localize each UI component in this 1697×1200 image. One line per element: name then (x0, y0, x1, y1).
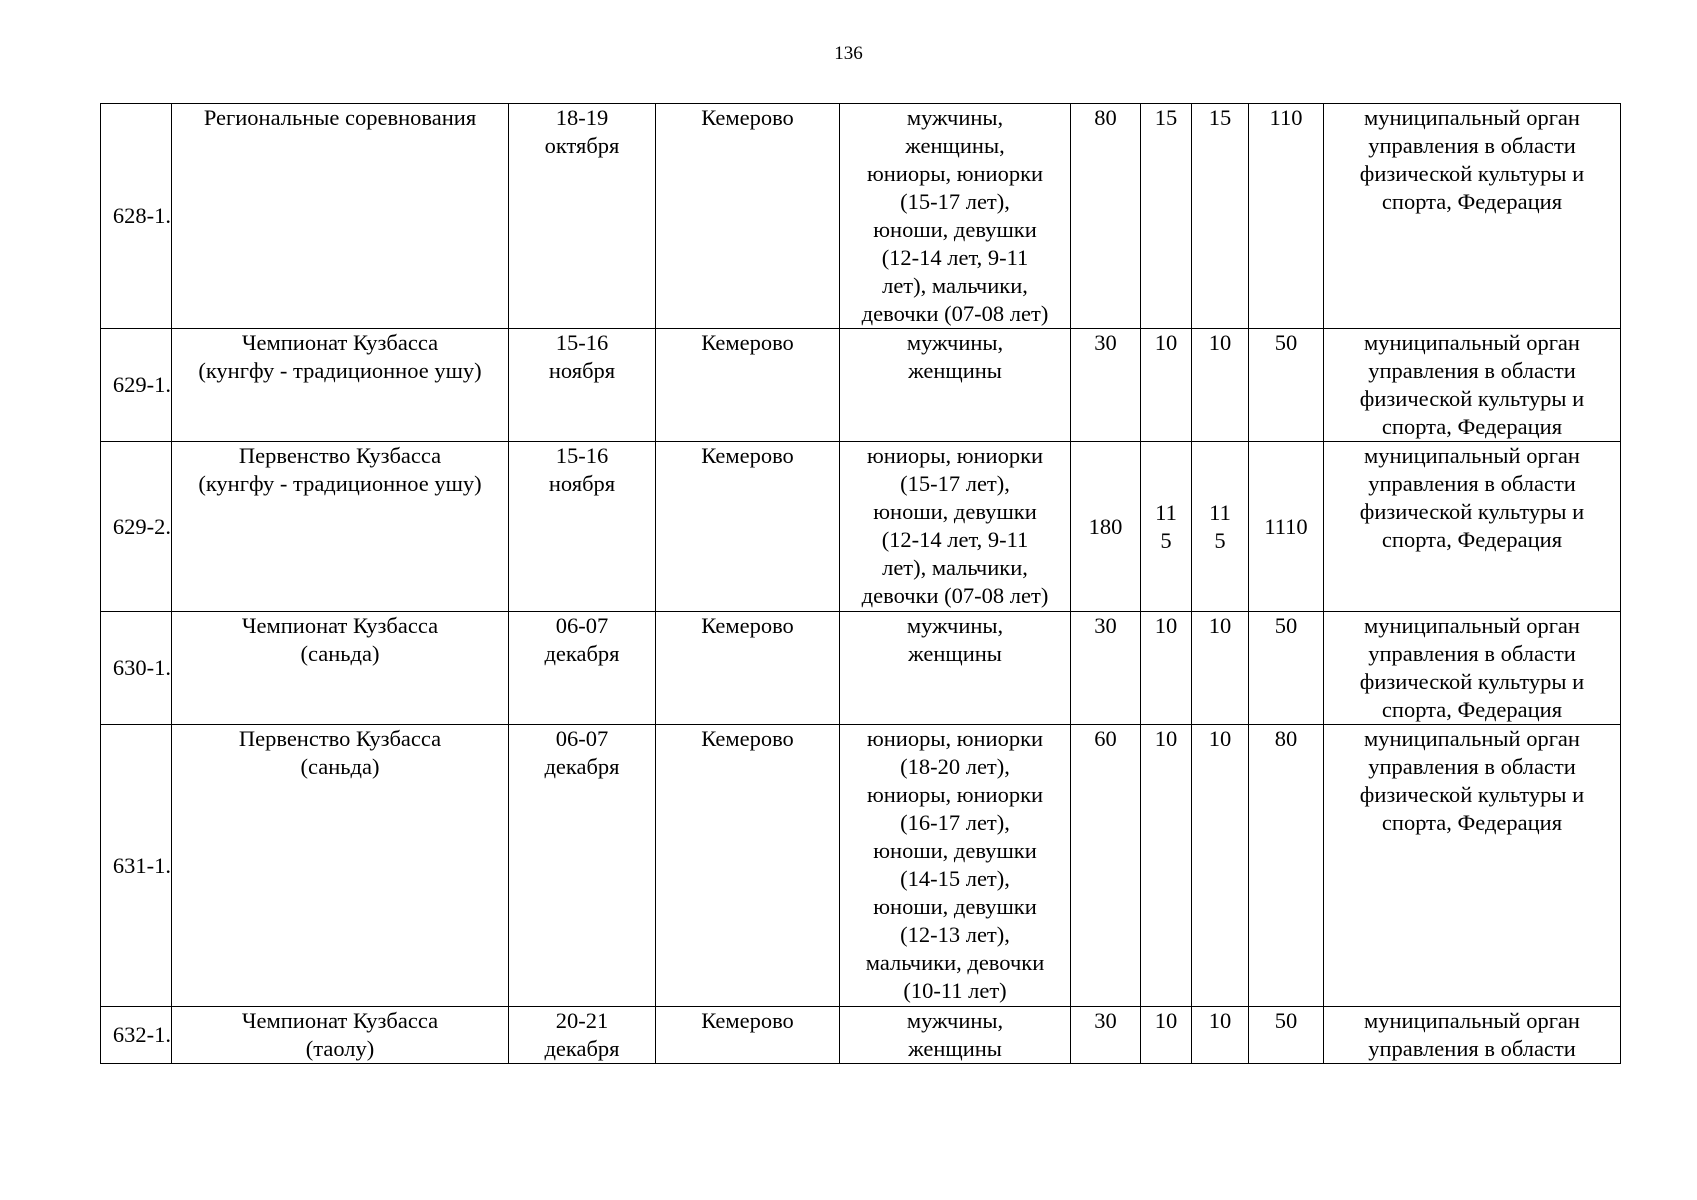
cell-line: муниципальный орган (1364, 726, 1580, 751)
cell-line: юниоры, юниорки (866, 443, 1044, 468)
cell-line: физической культуры и (1359, 386, 1585, 411)
cell-line: 11 (1209, 499, 1231, 525)
cell-line: юниоры, юниорки (866, 726, 1044, 751)
cell-line: девочки (07-08 лет) (861, 583, 1049, 608)
row-number-cell: 630-1. (101, 612, 172, 725)
cell-line: (15-17 лет), (900, 471, 1010, 496)
cell-line: управления в области (1368, 471, 1576, 496)
cell-line: 18-19 (555, 105, 609, 130)
cell-line: 15-16 (555, 443, 609, 468)
cell-line: (саньда) (300, 641, 380, 666)
count-athletes-cell (1071, 1007, 1141, 1064)
page-number: 136 (834, 43, 863, 64)
cell-line: 10 (1154, 330, 1178, 355)
event-place-cell: Кемерово (656, 329, 840, 442)
count-total-cell (1249, 442, 1324, 612)
cell-line: Чемпионат Кузбасса (241, 613, 439, 638)
cell-line: Первенство Кузбасса (238, 443, 442, 468)
participants-cell (840, 725, 1071, 1007)
cell-line: муниципальный орган (1364, 105, 1580, 130)
organizer-cell (1324, 104, 1621, 329)
cell-line: (15-17 лет), (900, 189, 1010, 214)
event-place-cell: Кемерово (656, 104, 840, 329)
cell-line: (10-11 лет) (903, 978, 1007, 1003)
cell-line: декабря (544, 754, 620, 779)
table-row (101, 1007, 1621, 1064)
cell-line: 110 (1269, 105, 1303, 130)
table-row (101, 612, 1621, 725)
event-dates-cell (509, 612, 656, 725)
cell-line: управления в области (1368, 358, 1576, 383)
cell-line: муниципальный орган (1364, 330, 1580, 355)
cell-line: женщины (908, 358, 1002, 383)
cell-line: 30 (1094, 330, 1117, 355)
cell-line: (12-14 лет, 9-11 (881, 527, 1029, 552)
cell-line: (12-13 лет), (900, 922, 1010, 947)
count-total-cell (1249, 104, 1324, 329)
cell-line: (саньда) (300, 754, 380, 779)
row-number-cell: 628-1. (101, 104, 172, 329)
cell-line: женщины, (905, 133, 1005, 158)
cell-line: октября (544, 133, 620, 158)
organizer-cell (1324, 329, 1621, 442)
event-name-cell (172, 104, 509, 329)
cell-line: мальчики, девочки (865, 950, 1045, 975)
count-coaches-cell (1141, 104, 1192, 329)
cell-line: юниоры, юниорки (866, 161, 1044, 186)
event-name-cell (172, 442, 509, 612)
cell-line: мужчины, (906, 1008, 1004, 1033)
cell-line: Чемпионат Кузбасса (241, 330, 439, 355)
cell-line: физической культуры и (1359, 161, 1585, 186)
count-coaches-cell (1141, 1007, 1192, 1064)
count-total-cell (1249, 725, 1324, 1007)
cell-line: 80 (1274, 726, 1298, 751)
cell-line: 50 (1274, 330, 1298, 355)
count-judges-cell (1192, 612, 1249, 725)
cell-line: муниципальный орган (1364, 613, 1580, 638)
count-athletes-cell (1071, 612, 1141, 725)
cell-line: (16-17 лет), (900, 810, 1010, 835)
cell-line: 06-07 (555, 613, 609, 638)
cell-line: управления в области (1368, 754, 1576, 779)
cell-line: лет), мальчики, (882, 555, 1028, 580)
cell-line: юноши, девушки (873, 499, 1037, 524)
participants-cell (840, 1007, 1071, 1064)
row-number-cell: 629-2. (101, 442, 172, 612)
cell-line: муниципальный орган (1364, 1008, 1580, 1033)
cell-line: девочки (07-08 лет) (861, 301, 1049, 326)
cell-line: 5 (1214, 527, 1226, 553)
cell-line: 5 (1160, 527, 1172, 553)
cell-line: 10 (1208, 726, 1232, 751)
participants-cell (840, 442, 1071, 612)
cell-line: 20-21 (555, 1008, 609, 1033)
organizer-cell (1324, 1007, 1621, 1064)
cell-line: Первенство Кузбасса (238, 726, 442, 751)
count-judges-cell (1192, 725, 1249, 1007)
event-dates-cell (509, 329, 656, 442)
cell-line: ноября (548, 358, 616, 383)
count-coaches-cell (1141, 725, 1192, 1007)
cell-line: мужчины, (906, 613, 1004, 638)
event-name-cell (172, 725, 509, 1007)
count-coaches-cell (1141, 442, 1192, 612)
event-place-cell: Кемерово (656, 442, 840, 612)
count-total-cell (1249, 1007, 1324, 1064)
row-number-cell: 632-1. (101, 1007, 172, 1064)
cell-line: 10 (1154, 1008, 1178, 1033)
events-table (100, 103, 1621, 1064)
cell-line: Чемпионат Кузбасса (241, 1008, 439, 1033)
cell-line: спорта, Федерация (1381, 527, 1563, 552)
count-total-cell (1249, 612, 1324, 725)
count-coaches-cell (1141, 612, 1192, 725)
table-row (101, 104, 1621, 329)
cell-line: спорта, Федерация (1381, 189, 1563, 214)
cell-line: (таолу) (305, 1036, 375, 1061)
cell-line: юноши, девушки (873, 217, 1037, 242)
count-athletes-cell (1071, 442, 1141, 612)
count-coaches-cell (1141, 329, 1192, 442)
event-place-cell: Кемерово (656, 612, 840, 725)
cell-line: 80 (1094, 105, 1117, 130)
cell-line: 10 (1154, 726, 1178, 751)
count-athletes-cell (1071, 104, 1141, 329)
cell-line: 10 (1208, 613, 1232, 638)
table-row (101, 329, 1621, 442)
cell-line: 30 (1094, 613, 1117, 638)
cell-line: юноши, девушки (873, 838, 1037, 863)
cell-line: декабря (544, 641, 620, 666)
cell-line: лет), мальчики, (882, 273, 1028, 298)
cell-line: управления в области (1368, 641, 1576, 666)
event-dates-cell (509, 725, 656, 1007)
cell-line: управления в области (1368, 133, 1576, 158)
organizer-cell (1324, 612, 1621, 725)
cell-line: управления в области (1368, 1036, 1576, 1061)
count-athletes-cell (1071, 725, 1141, 1007)
event-dates-cell (509, 442, 656, 612)
cell-line: 11 (1155, 499, 1177, 525)
cell-line: спорта, Федерация (1381, 414, 1563, 439)
table-row (101, 442, 1621, 612)
cell-line: 15 (1208, 105, 1232, 130)
cell-line: женщины (908, 641, 1002, 666)
cell-line: Региональные соревнования (203, 105, 477, 130)
cell-line: спорта, Федерация (1381, 697, 1563, 722)
participants-cell (840, 104, 1071, 329)
cell-line: физической культуры и (1359, 669, 1585, 694)
count-athletes-cell (1071, 329, 1141, 442)
event-place-cell: Кемерово (656, 1007, 840, 1064)
cell-line: 15 (1154, 105, 1178, 130)
row-number-cell: 631-1. (101, 725, 172, 1007)
cell-line: 1110 (1264, 513, 1308, 539)
cell-line: 30 (1094, 1008, 1117, 1033)
cell-line: 15-16 (555, 330, 609, 355)
cell-line: мужчины, (906, 105, 1004, 130)
count-judges-cell (1192, 1007, 1249, 1064)
row-number-cell: 629-1. (101, 329, 172, 442)
organizer-cell (1324, 725, 1621, 1007)
cell-line: 10 (1208, 1008, 1232, 1033)
cell-line: спорта, Федерация (1381, 810, 1563, 835)
cell-line: физической культуры и (1359, 499, 1585, 524)
cell-line: 10 (1154, 613, 1178, 638)
cell-line: юниоры, юниорки (866, 782, 1044, 807)
cell-line: ноября (548, 471, 616, 496)
table-row (101, 725, 1621, 1007)
cell-line: 06-07 (555, 726, 609, 751)
cell-line: 180 (1088, 513, 1123, 539)
count-total-cell (1249, 329, 1324, 442)
cell-line: 50 (1274, 1008, 1298, 1033)
cell-line: муниципальный орган (1364, 443, 1580, 468)
cell-line: декабря (544, 1036, 620, 1061)
count-judges-cell (1192, 442, 1249, 612)
count-judges-cell (1192, 329, 1249, 442)
cell-line: (кунгфу - традиционное ушу) (198, 471, 482, 496)
cell-line: (12-14 лет, 9-11 (881, 245, 1029, 270)
cell-line: юноши, девушки (873, 894, 1037, 919)
event-name-cell (172, 329, 509, 442)
cell-line: (кунгфу - традиционное ушу) (198, 358, 482, 383)
cell-line: (14-15 лет), (900, 866, 1010, 891)
participants-cell (840, 329, 1071, 442)
cell-line: женщины (908, 1036, 1002, 1061)
event-dates-cell (509, 1007, 656, 1064)
cell-line: (18-20 лет), (900, 754, 1010, 779)
event-place-cell: Кемерово (656, 725, 840, 1007)
cell-line: 60 (1094, 726, 1117, 751)
cell-line: 50 (1274, 613, 1298, 638)
cell-line: физической культуры и (1359, 782, 1585, 807)
event-name-cell (172, 612, 509, 725)
participants-cell (840, 612, 1071, 725)
organizer-cell (1324, 442, 1621, 612)
event-dates-cell (509, 104, 656, 329)
event-name-cell (172, 1007, 509, 1064)
cell-line: 10 (1208, 330, 1232, 355)
count-judges-cell (1192, 104, 1249, 329)
cell-line: мужчины, (906, 330, 1004, 355)
